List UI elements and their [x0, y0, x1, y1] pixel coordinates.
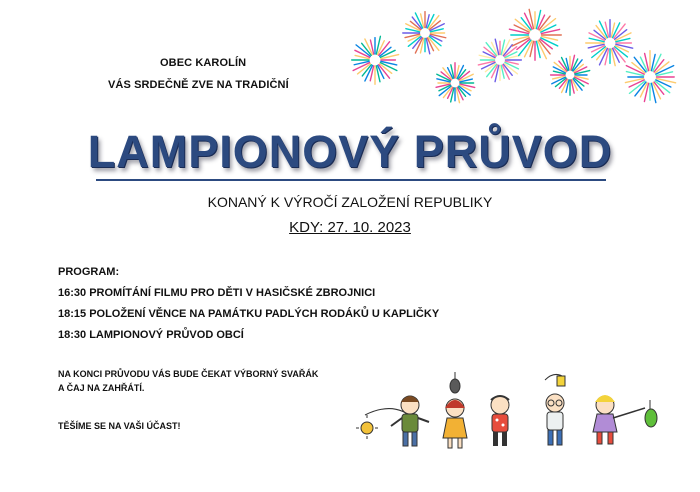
- program-heading: PROGRAM:: [58, 266, 120, 278]
- firework-burst: [586, 20, 633, 66]
- child-figure: [491, 396, 509, 446]
- note-line: NA KONCI PRŮVODU VÁS BUDE ČEKAT VÝBORNÝ SVAŘÁK: [58, 369, 319, 379]
- sun-lantern-icon: [356, 415, 378, 439]
- title-underline: [96, 179, 606, 181]
- closing-text: TĚŠÍME SE NA VAŠI ÚČAST!: [58, 421, 181, 431]
- firework-burst: [551, 55, 590, 95]
- child-figure: [593, 395, 645, 444]
- firework-burst: [352, 36, 399, 84]
- intro-line-invitation: VÁS SRDEČNĚ ZVE NA TRADIČNÍ: [108, 79, 289, 91]
- firework-burst: [625, 51, 675, 103]
- firework-burst: [436, 63, 475, 103]
- firework-burst: [478, 39, 521, 81]
- fireworks-illustration: [350, 5, 700, 120]
- page-title: LAMPIONOVÝ PRŮVOD: [87, 126, 613, 177]
- firework-burst: [403, 12, 446, 54]
- program-item: 18:30 LAMPIONOVÝ PRŮVOD OBCÍ: [58, 329, 244, 341]
- program-item: 18:15 POLOŽENÍ VĚNCE NA PAMÁTKU PADLÝCH RODÁKŮ U KAPLIČKY: [58, 308, 440, 320]
- firework-burst: [509, 9, 561, 60]
- child-figure: [545, 374, 565, 445]
- event-date: KDY: 27. 10. 2023: [289, 219, 411, 236]
- lantern-icon: [645, 400, 657, 427]
- children-with-lanterns-illustration: [355, 370, 685, 460]
- program-item: 16:30 PROMÍTÁNÍ FILMU PRO DĚTI V HASIČSKÉ ZBROJNICI: [58, 287, 376, 299]
- subtitle: KONANÝ K VÝROČÍ ZALOŽENÍ REPUBLIKY: [207, 194, 493, 210]
- note-line: A ČAJ NA ZAHŘÁTÍ.: [58, 383, 145, 393]
- child-figure: [443, 372, 467, 448]
- child-figure: [391, 396, 429, 446]
- intro-line-village: OBEC KAROLÍN: [160, 57, 247, 69]
